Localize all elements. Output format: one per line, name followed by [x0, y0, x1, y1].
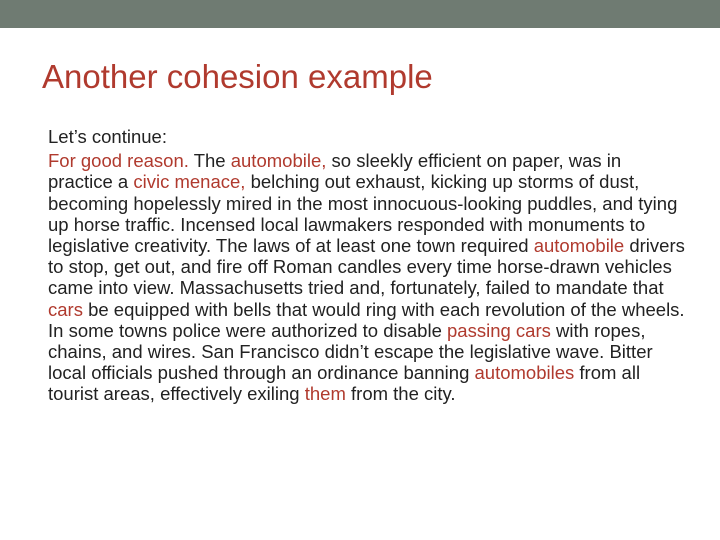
intro-line: Let’s continue: [48, 126, 167, 147]
text-run: belching out exhaust, kicking up storms of dust, becoming hopelessly mired in the most innocuous-looking puddles, and tying up horse traffic. Incensed local lawmakers responded with monuments to legislative creativity. The laws of at least one town required [48, 171, 678, 257]
text-run: be equipped with bells that would ring with each revolution of the wheels. In some towns police were authorized to disable [48, 298, 685, 341]
slide-body [48, 126, 688, 405]
body-paragraph [48, 150, 688, 404]
highlighted-phrase: automobiles [474, 362, 575, 384]
text-run: drivers to stop, get out, and fire off Roman candles every time horse-drawn vehicles came into view. Massachusetts tried and, fortunately, failed to mandate that [48, 235, 685, 299]
highlighted-phrase: cars [48, 298, 83, 320]
text-run: The [188, 150, 231, 172]
text-run: from all tourist areas, effectively exiling [48, 362, 641, 405]
highlighted-phrase: automobile, [230, 150, 327, 172]
highlighted-phrase: automobile [533, 235, 625, 257]
top-bar [0, 0, 720, 28]
text-run: from the city. [345, 383, 456, 405]
highlighted-phrase: civic menace, [133, 171, 246, 193]
highlighted-phrase: them [304, 383, 346, 405]
text-run: with ropes, chains, and wires. San Francisco didn’t escape the legislative wave. Bitter local officials pushed through an ordinance banning [48, 319, 653, 384]
highlighted-phrase: For good reason. [48, 150, 189, 172]
slide-title: Another cohesion example [42, 58, 433, 95]
text-run: so sleekly efficient on paper, was in practice a [48, 150, 622, 193]
highlighted-phrase: passing cars [447, 319, 551, 341]
